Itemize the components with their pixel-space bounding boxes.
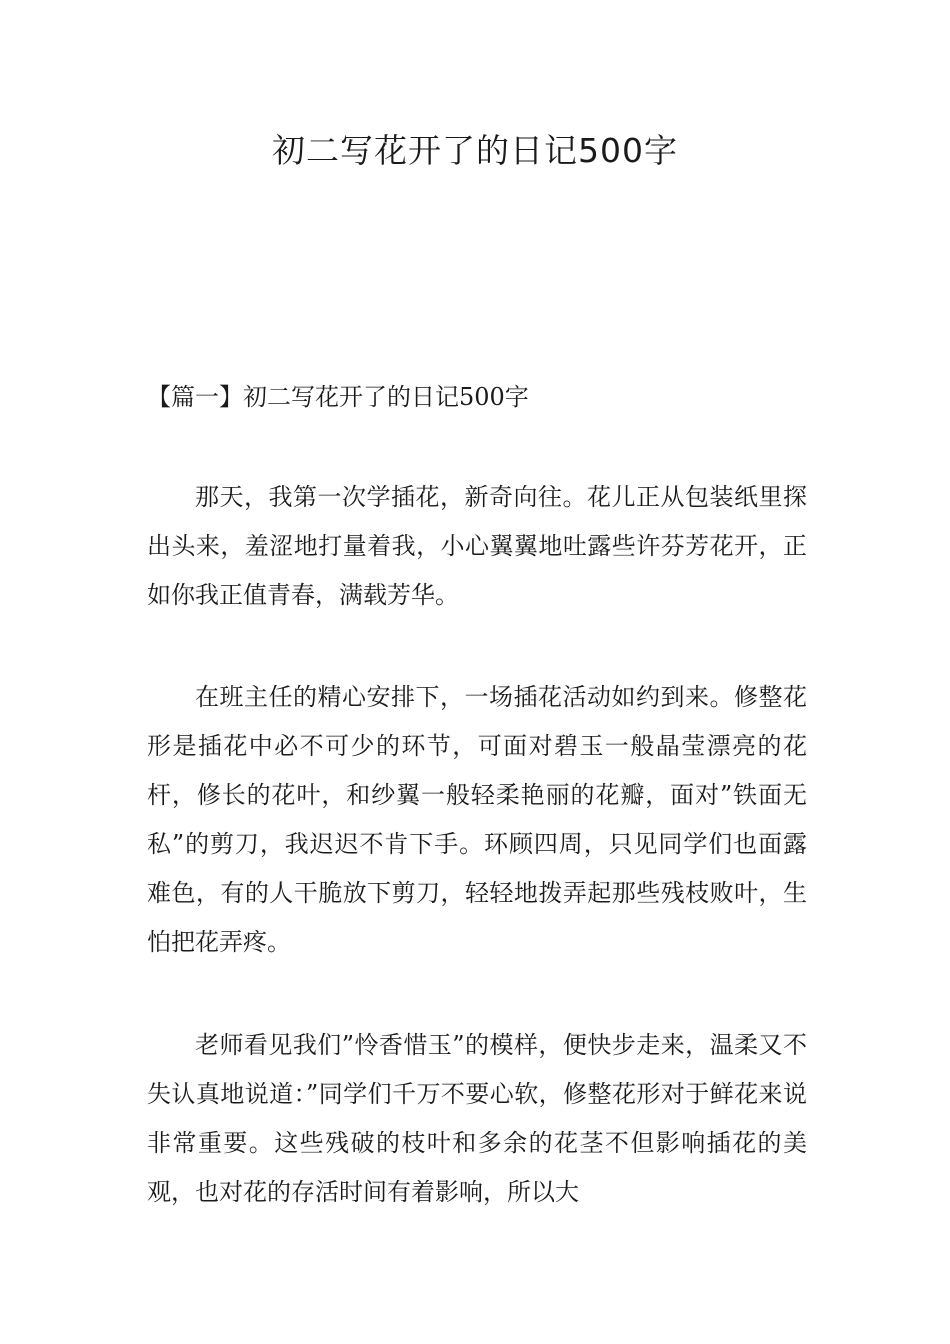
paragraph-3: 老师看见我们”怜香惜玉”的模样，便快步走来，温柔又不失认真地说道：”同学们千万不要心软，修整花形对于鲜花来说非常重要。这些残破的枝叶和多余的花茎不但影响插花的美观，也对花的存活时间有着影响，所以大 (147, 1031, 807, 1206)
paragraph-1: 那天，我第一次学插花，新奇向往。花儿正从包装纸里探出头来，羞涩地打量着我，小心翼翼地吐露些许芬芳花开，正如你我正值青春，满载芳华。 (147, 483, 807, 609)
document-title: 初二写花开了的日记500字 (272, 131, 678, 170)
section-heading: 【篇一】初二写花开了的日记500字 (147, 383, 529, 411)
paragraph-2: 在班主任的精心安排下，一场插花活动如约到来。修整花形是插花中必不可少的环节，可面对碧玉一般晶莹漂亮的花杆，修长的花叶，和纱翼一般轻柔艳丽的花瓣，面对”铁面无私”的剪刀，我迟迟不肯下手。环顾四周，只见同学们也面露难色，有的人干脆放下剪刀，轻轻地拨弄起那些残枝败叶，生怕把花弄疼。 (147, 683, 807, 956)
